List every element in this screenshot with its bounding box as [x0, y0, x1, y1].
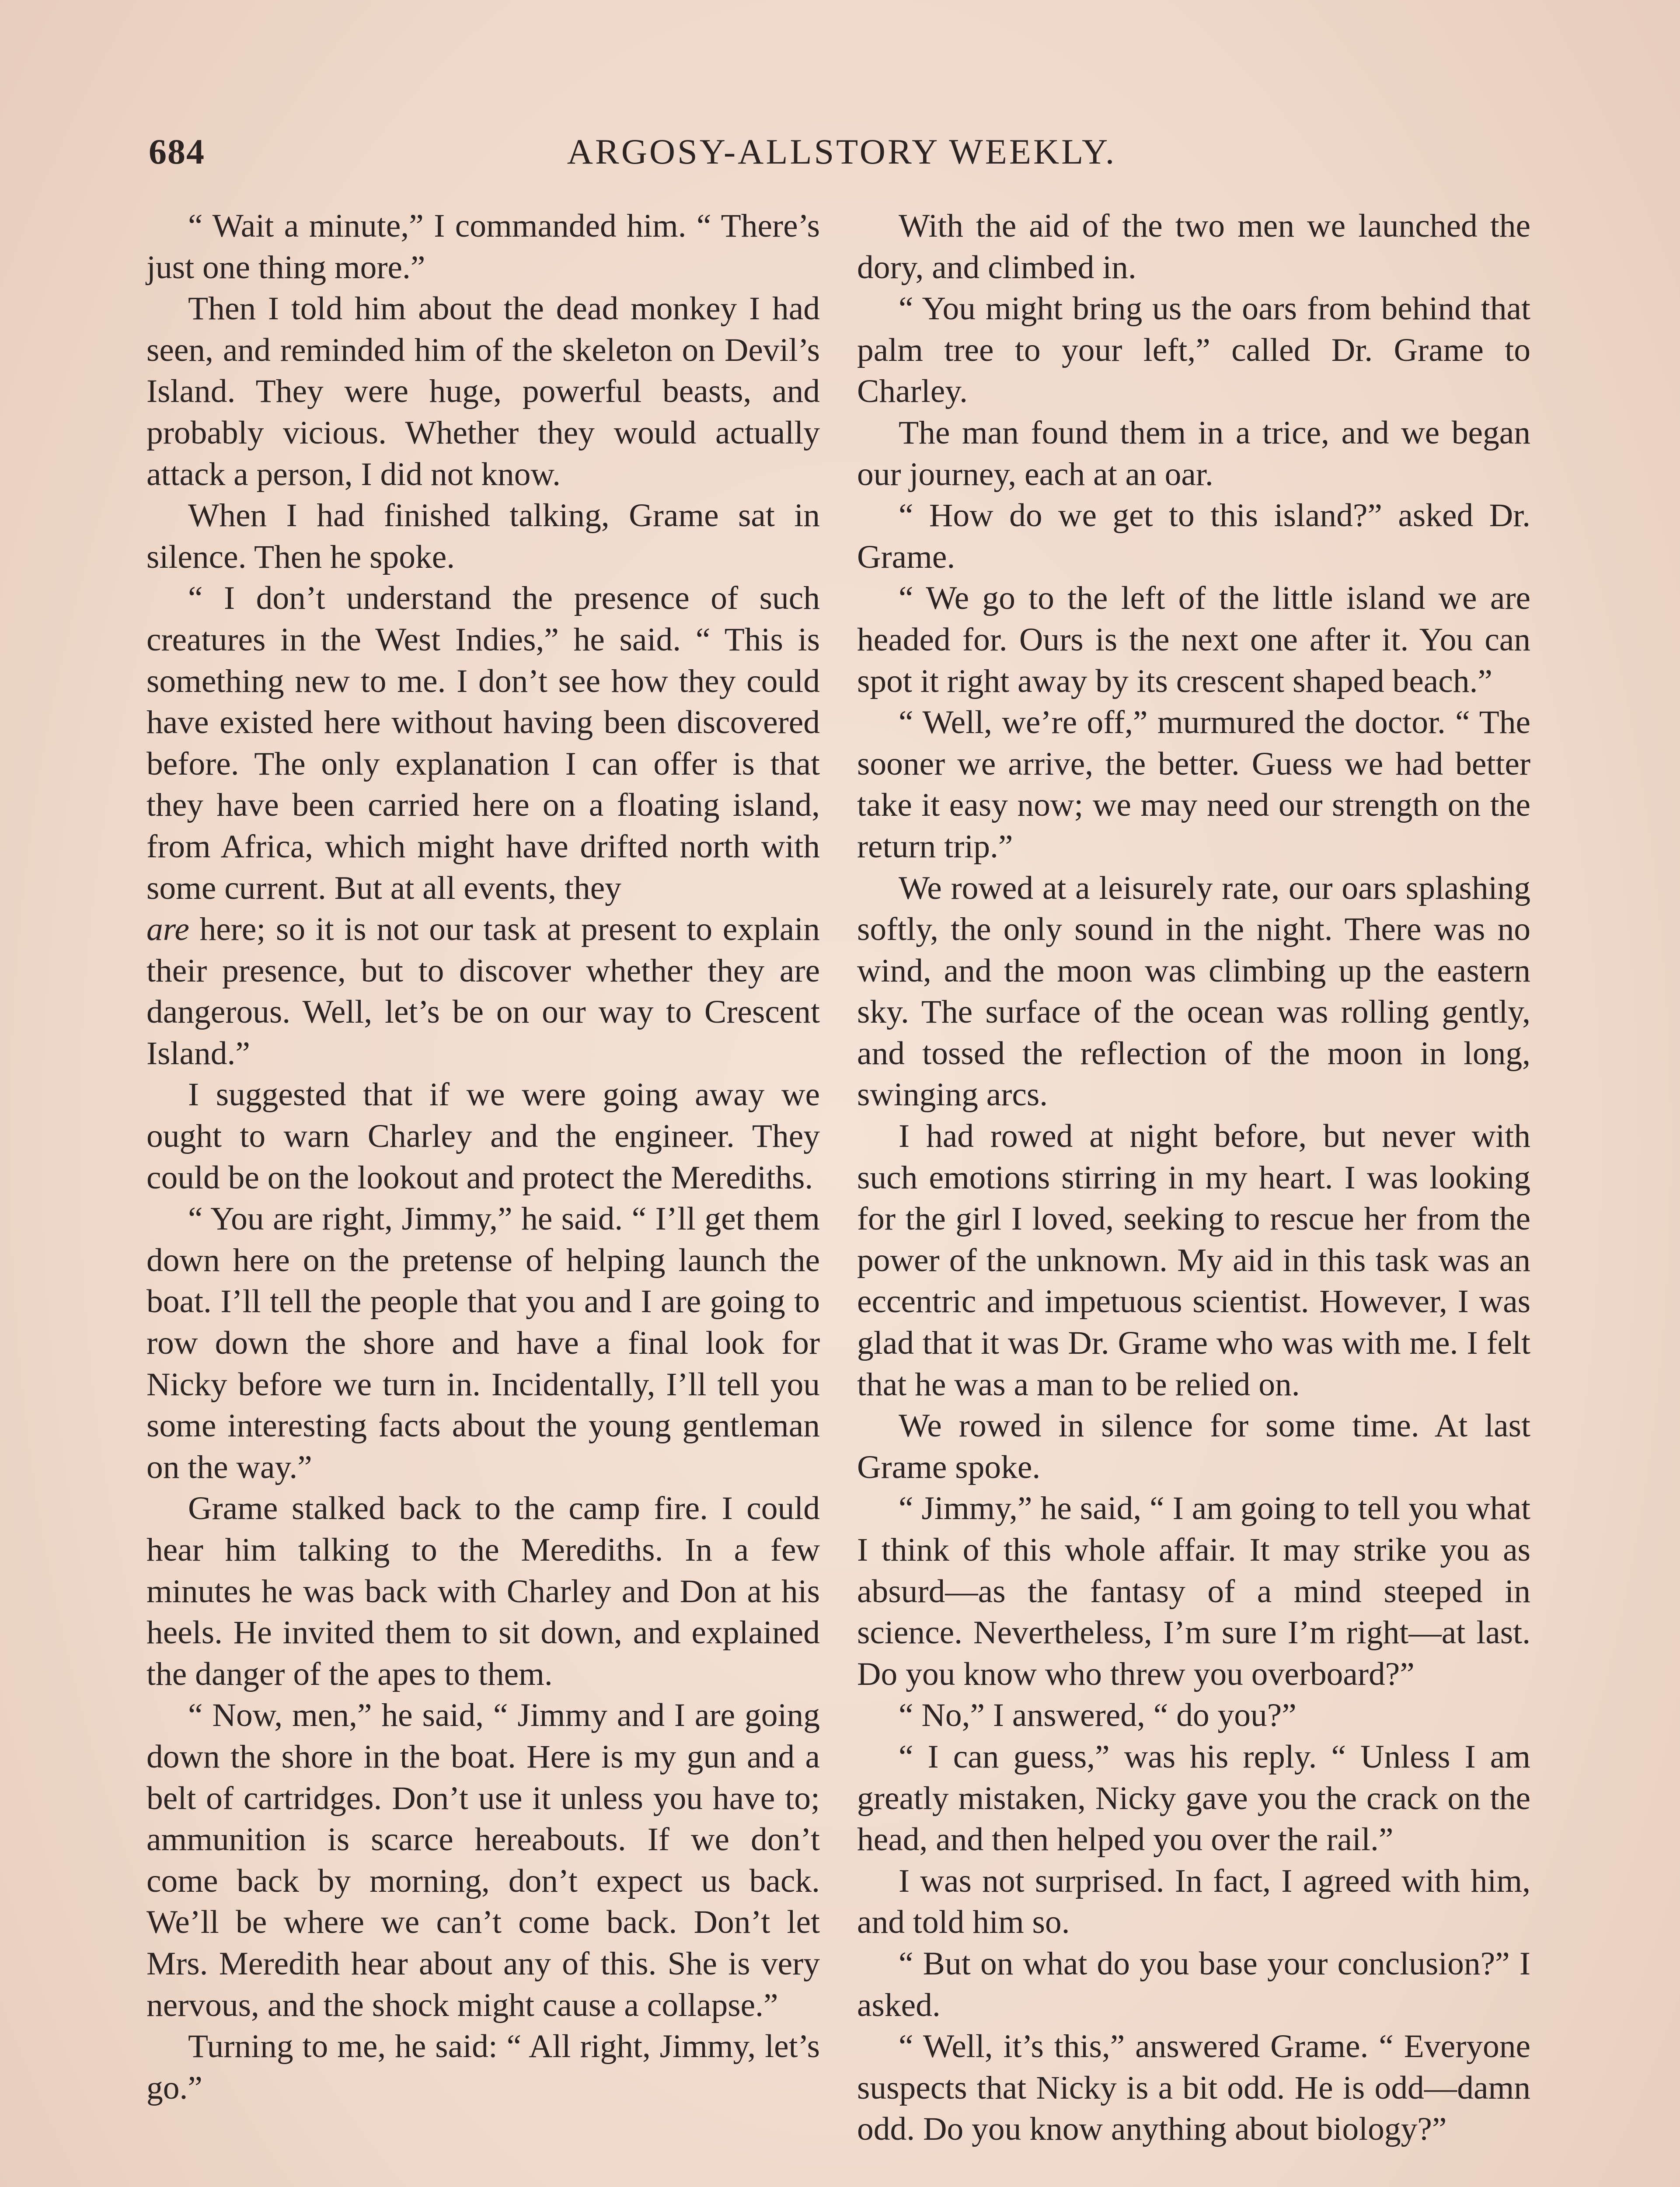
paragraph: I was not surprised. In fact, I agreed with him, and told him so.	[857, 1862, 1530, 1941]
paragraph: “ I can guess,” was his reply. “ Unless I am greatly mistaken, Nicky gave you the crack on the head, and then helped you over the rail.”	[857, 1738, 1530, 1858]
running-head: ARGOSY-ALLSTORY WEEKLY.	[567, 132, 1117, 171]
paragraph: “ You might bring us the oars from behind that palm tree to your left,” called Dr. Grame to Charley.	[857, 290, 1530, 410]
paragraph: When I had finished talking, Grame sat in silence. Then he spoke.	[146, 497, 820, 575]
paragraph-continuation	[146, 909, 820, 1074]
paragraph: “ Wait a minute,” I commanded him. “ There’s just one thing more.”	[146, 208, 820, 286]
paragraph-continuation-text: here; so it is not our task at present to explain their presence, but to discover whether they are dangerous. Well, let’s be on our way to Crescent Island.”	[146, 911, 820, 1072]
paragraph: “ I don’t understand the presence of such creatures in the West Indies,” he said. “ This is something new to me. I don’t see how they could have existed here without having been discovered before. The only explanation I can offer is that they have been carried here on a floating island, from Africa, which might have drifted north with some current. But at all events, they	[146, 580, 820, 906]
right-text-column	[857, 206, 1530, 2150]
paragraph: “ How do we get to this island?” asked Dr. Grame.	[857, 497, 1530, 575]
paragraph: I suggested that if we were going away we ought to warn Charley and the engineer. They could be on the lookout and protect the Merediths.	[146, 1076, 820, 1196]
paragraph: Turning to me, he said: “ All right, Jimmy, let’s go.”	[146, 2028, 820, 2106]
paragraph: We rowed in silence for some time. At last Grame spoke.	[857, 1408, 1530, 1485]
paragraph: “ But on what do you base your conclusion?” I asked.	[857, 1945, 1530, 2023]
paragraph: Grame stalked back to the camp fire. I could hear him talking to the Merediths. In a few minutes he was back with Charley and Don at his heels. He invited them to sit down, and explained the danger of the apes to them.	[146, 1490, 820, 1692]
page-header	[149, 131, 1535, 184]
paragraph: “ Now, men,” he said, “ Jimmy and I are going down the shore in the boat. Here is my gun and a belt of cartridges. Don’t use it unless you have to; ammunition is scarce hereabouts. If we don’t come back by morning, don’t expect us back. We’ll be where we can’t come back. Don’t let Mrs. Meredith hear about any of this. She is very nervous, and the shock might cause a collapse.”	[146, 1697, 820, 2023]
paragraph: “ You are right, Jimmy,” he said. “ I’ll get them down here on the pretense of helping launch the boat. I’ll tell the people that you and I are going to row down the shore and have a final look for Nicky before we turn in. Incidentally, I’ll tell you some interesting facts about the young gentleman on the way.”	[146, 1201, 820, 1485]
paragraph: “ Jimmy,” he said, “ I am going to tell you what I think of this whole affair. It may strike you as absurd—as the fantasy of a mind steeped in science. Nevertheless, I’m sure I’m right—at last. Do you know who threw you overboard?”	[857, 1490, 1530, 1692]
paragraph: With the aid of the two men we launched the dory, and climbed in.	[857, 208, 1530, 286]
paragraph: We rowed at a leisurely rate, our oars splashing softly, the only sound in the night. There was no wind, and the moon was climbing up the eastern sky. The surface of the ocean was rolling gently, and tossed the reflection of the moon in long, swinging arcs.	[857, 870, 1530, 1113]
paragraph: Then I told him about the dead monkey I had seen, and reminded him of the skeleton on Devil’s Island. They were huge, powerful beasts, and probably vicious. Whether they would actually attack a person, I did not know.	[146, 290, 820, 493]
paragraph: “ Well, it’s this,” answered Grame. “ Everyone suspects that Nicky is a bit odd. He is odd—damn odd. Do you know anything about biology?”	[857, 2028, 1530, 2148]
paragraph: “ We go to the left of the little island we are headed for. Ours is the next one after it. You can spot it right away by its crescent shaped beach.”	[857, 580, 1530, 699]
emphasized-word: are	[146, 911, 189, 948]
paragraph: “ No,” I answered, “ do you?”	[899, 1697, 1297, 1734]
paragraph: I had rowed at night before, but never with such emotions stirring in my heart. I was looking for the girl I loved, seeking to rescue her from the power of the unknown. My aid in this task was an eccentric and impetuous scientist. However, I was glad that it was Dr. Grame who was with me. I felt that he was a man to be relied on.	[857, 1118, 1530, 1403]
page-number: 684	[149, 132, 205, 171]
left-text-column	[146, 206, 820, 2109]
paragraph: The man found them in a trice, and we began our journey, each at an oar.	[857, 414, 1530, 493]
paragraph: “ Well, we’re off,” murmured the doctor. “ The sooner we arrive, the better. Guess we had better take it easy now; we may need our strength on the return trip.”	[857, 704, 1530, 865]
